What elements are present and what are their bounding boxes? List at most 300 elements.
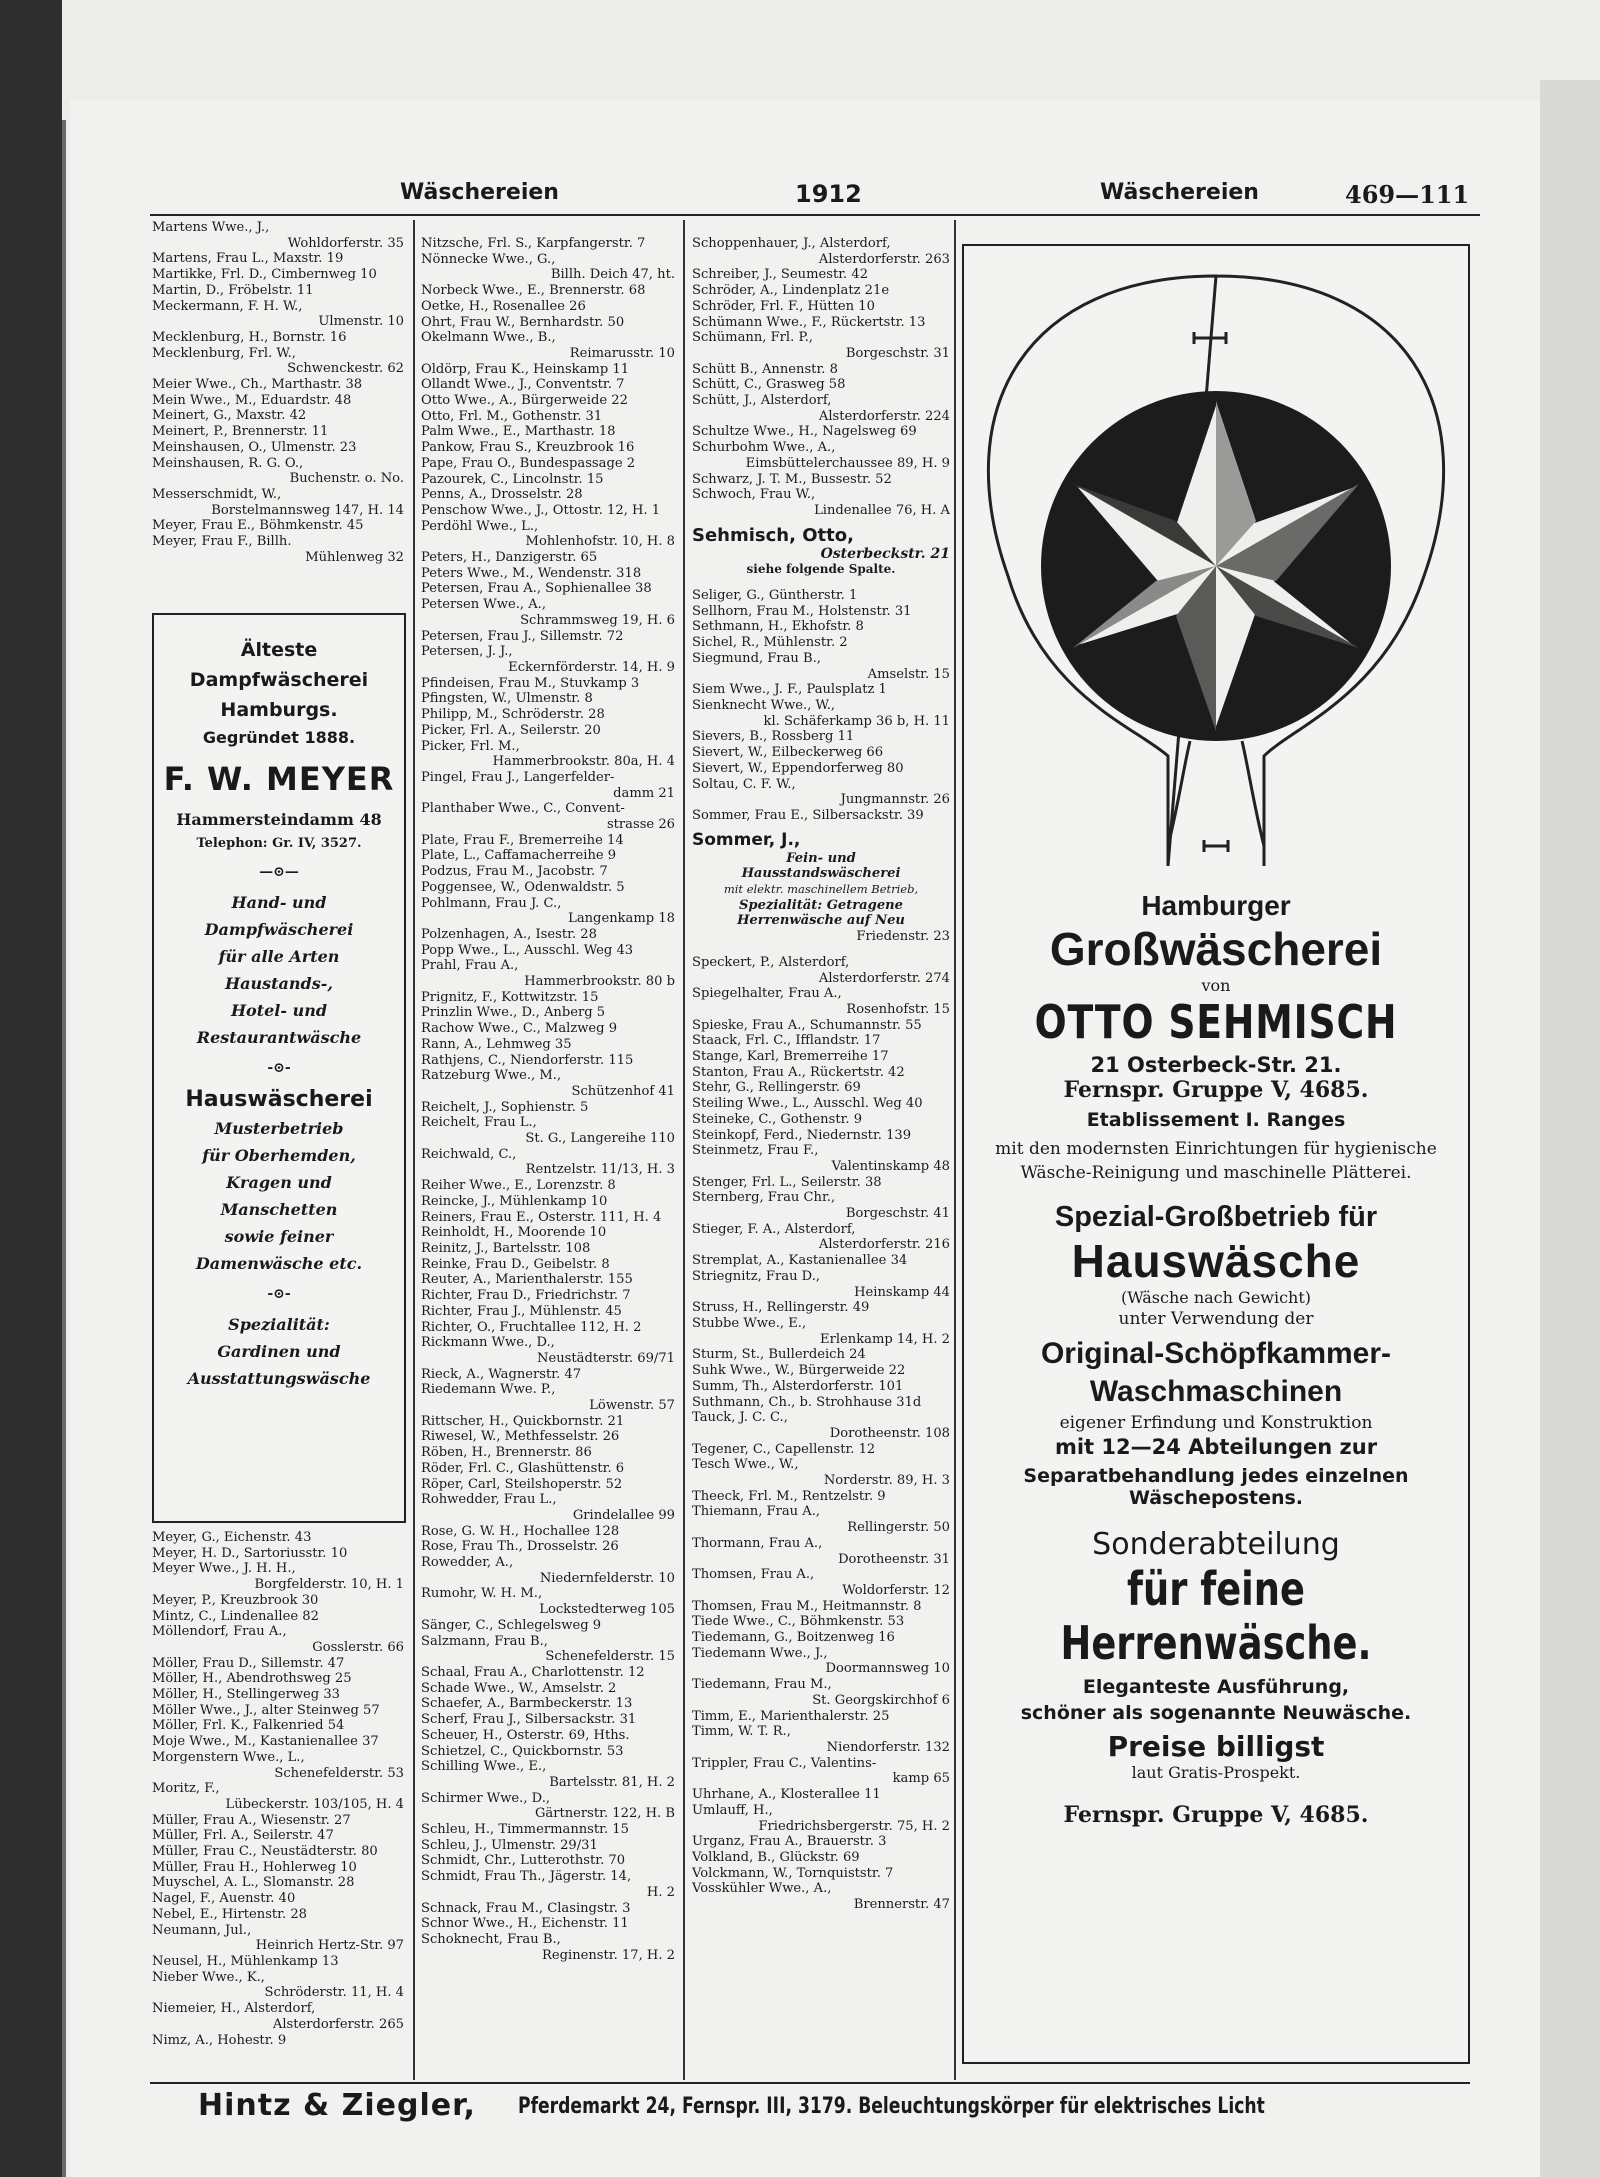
listing-entry: Schwoch, Frau W., xyxy=(692,487,816,503)
listing-entry-continuation: Doormannsweg 10 xyxy=(825,1661,950,1677)
listing-entry: Peters Wwe., M., Wendenstr. 318 xyxy=(421,565,642,581)
listing-entry: Plate, L., Caffamacherreihe 9 xyxy=(421,848,617,864)
page-number: 469—111 xyxy=(1345,180,1470,209)
listing-entry: Schmidt, Frau Th., Jägerstr. 14, xyxy=(421,1869,632,1885)
listing-entry: Möller, Frl. K., Falkenried 54 xyxy=(152,1718,345,1734)
listing-entry: Stremplat, A., Kastanienallee 34 xyxy=(692,1253,908,1269)
listing-entry-continuation: Jungmannstr. 26 xyxy=(840,792,950,808)
listing-entry-continuation: Eimsbüttelerchaussee 89, H. 9 xyxy=(745,455,950,471)
listing-entry-continuation: Grindelallee 99 xyxy=(572,1507,675,1523)
listing-entry-continuation: Löwenstr. 57 xyxy=(589,1398,675,1414)
listing-entry: Timm, W. T. R., xyxy=(692,1724,791,1740)
listing-entry: Möller, Frau D., Sillemstr. 47 xyxy=(152,1655,345,1671)
listing-entry: Meinert, G., Maxstr. 42 xyxy=(152,408,307,424)
listing-entry: Spiegelhalter, Frau A., xyxy=(692,986,842,1002)
listing-entry: Rathjens, C., Niendorferstr. 115 xyxy=(421,1052,634,1068)
listing-entry: Riedemann Wwe. P., xyxy=(421,1382,556,1398)
listing-entry: Meckermann, F. H. W., xyxy=(152,298,303,314)
listing-entry: Poggensee, W., Odenwaldstr. 5 xyxy=(421,879,625,895)
ad-line: Ausstattungswäsche xyxy=(187,1369,371,1388)
listing-entry-continuation: Lockstedterweg 105 xyxy=(539,1602,675,1618)
listing-entry: Niemeier, H., Alsterdorf, xyxy=(152,2001,316,2017)
listing-entry: Tiede Wwe., C., Böhmkenstr. 53 xyxy=(692,1614,905,1630)
sehmisch-entry xyxy=(692,525,950,578)
listing-entry: Popp Wwe., L., Ausschl. Weg 43 xyxy=(421,942,634,958)
listing-entry: Rann, A., Lehmweg 35 xyxy=(421,1036,572,1052)
ad-line: Sonderabteilung xyxy=(1092,1527,1340,1562)
listing-entry-continuation: damm 21 xyxy=(613,785,675,801)
listing-entry: Umlauff, H., xyxy=(692,1802,773,1818)
listing-entry: Sethmann, H., Ekhofstr. 8 xyxy=(692,619,864,635)
listing-entry-continuation: Bartelsstr. 81, H. 2 xyxy=(549,1774,675,1790)
listing-entry-continuation: Alsterdorferstr. 216 xyxy=(818,1237,950,1253)
page-header xyxy=(150,180,1480,216)
listing-entry: Müller, Frau C., Neustädterstr. 80 xyxy=(152,1844,378,1860)
listing-entry-continuation: Borgeschstr. 31 xyxy=(845,345,950,361)
listing-entry: Tiedemann, Frau M., xyxy=(692,1677,832,1693)
listing-entry: Prinzlin Wwe., D., Anberg 5 xyxy=(421,1005,606,1021)
listing-entry-continuation: kamp 65 xyxy=(892,1771,950,1787)
scan-page-edge xyxy=(1540,80,1600,2177)
ad-line: sowie feiner xyxy=(224,1227,334,1246)
listing-entry-continuation: Eckernförderstr. 14, H. 9 xyxy=(508,659,675,675)
ad-line: Musterbetrieb xyxy=(214,1119,344,1138)
listing-entry: Möller, H., Abendrothsweg 25 xyxy=(152,1671,352,1687)
listing-entry: Thiemann, Frau A., xyxy=(692,1504,821,1520)
listing-entry: Struss, H., Rellingerstr. 49 xyxy=(692,1300,870,1316)
listing-entry: Rittscher, H., Quickbornstr. 21 xyxy=(421,1413,625,1429)
listing-entry: Staack, Frl. C., Ifflandstr. 17 xyxy=(692,1033,881,1049)
listing-entry: Penschow Wwe., J., Ottostr. 12, H. 1 xyxy=(421,502,661,518)
scan-binding-gutter xyxy=(0,0,62,2177)
listing-entry: Röper, Carl, Steilshoperstr. 52 xyxy=(421,1476,623,1492)
listing-entry: Rickmann Wwe., D., xyxy=(421,1335,555,1351)
listing-entry: Salzmann, Frau B., xyxy=(421,1633,548,1649)
listing-entry: Meyer, Frau E., Böhmkenstr. 45 xyxy=(152,518,364,534)
listing-entry: Meyer, Frau F., Billh. xyxy=(152,534,292,550)
listing-entry: Pfingsten, W., Ulmenstr. 8 xyxy=(421,691,593,707)
listing-entry-continuation: Schröderstr. 11, H. 4 xyxy=(264,1985,404,2001)
listing-entry: Pankow, Frau S., Kreuzbrook 16 xyxy=(421,440,635,456)
listing-entry: Meyer, G., Eichenstr. 43 xyxy=(152,1530,312,1545)
listing-entry-continuation: Lindenallee 76, H. A xyxy=(814,502,950,518)
listing-entry: Thomsen, Frau M., Heitmannstr. 8 xyxy=(692,1598,922,1614)
listing-entry: Schütt, J., Alsterdorf, xyxy=(692,393,832,409)
listing-entry: Moje Wwe., M., Kastanienallee 37 xyxy=(152,1734,379,1750)
listing-entry: Scheuer, H., Osterstr. 69, Hths. xyxy=(421,1727,630,1743)
listing-entry: Plate, Frau F., Bremerreihe 14 xyxy=(421,832,624,848)
ad-line: Original-Schöpfkammer- xyxy=(1040,1337,1392,1370)
listing-entry: Norbeck Wwe., E., Brennerstr. 68 xyxy=(421,283,646,299)
listing-entry-continuation: Heinskamp 44 xyxy=(854,1284,950,1300)
footer-advertisement xyxy=(150,2082,1470,2124)
entry-street: Osterbeckstr. 21 xyxy=(820,545,950,562)
ad-line: Hotel- und xyxy=(230,1001,328,1020)
ad-line: Waschmaschinen xyxy=(1089,1375,1343,1408)
listing-entry-continuation: Neustädterstr. 69/71 xyxy=(537,1350,675,1366)
ad-line: Separatbehandlung jedes einzelnen xyxy=(1023,1465,1409,1487)
ad-line: mit den modernsten Einrichtungen für hygienische xyxy=(995,1139,1437,1159)
listing-entry-continuation: Mohlenhofstr. 10, H. 8 xyxy=(525,534,675,550)
listing-entry: Nieber Wwe., K., xyxy=(152,1969,265,1985)
listing-entry-continuation: Gärtnerstr. 122, H. B xyxy=(534,1806,675,1822)
ad-line: Spezial-Großbetrieb für xyxy=(1054,1201,1378,1233)
listing-entry: Sievers, B., Rossberg 11 xyxy=(692,729,855,745)
listing-entry: Schröder, A., Lindenplatz 21e xyxy=(692,283,890,299)
listing-entry: Reichelt, Frau L., xyxy=(421,1115,537,1131)
listing-entry: Sänger, C., Schlegelsweg 9 xyxy=(421,1617,602,1633)
header-right-title: Wäschereien xyxy=(1100,180,1259,205)
listing-entry: Petersen, Frau J., Sillemstr. 72 xyxy=(421,628,624,644)
listing-entry: Siem Wwe., J. F., Paulsplatz 1 xyxy=(692,682,887,698)
listing-entry: Reichwald, C., xyxy=(421,1146,517,1162)
listing-entry: Soltau, C. F. W., xyxy=(692,776,796,792)
ad-line: mit 12—24 Abteilungen zur xyxy=(1054,1435,1378,1459)
listing-entry: Nitzsche, Frl. S., Karpfangerstr. 7 xyxy=(421,236,646,251)
sommer-entry xyxy=(692,830,950,945)
listing-entry: Martin, D., Fröbelstr. 11 xyxy=(152,282,314,298)
listing-entry: Prahl, Frau A., xyxy=(421,958,519,974)
listing-entry: Meyer, H. D., Sartoriusstr. 10 xyxy=(152,1545,348,1561)
entry-name: Sommer, J., xyxy=(692,829,801,850)
listing-entry: Ohrt, Frau W., Bernhardstr. 50 xyxy=(421,314,625,330)
listing-entry-continuation: Alsterdorferstr. 263 xyxy=(818,251,950,267)
listing-entry: Schultze Wwe., H., Nagelsweg 69 xyxy=(692,424,917,440)
listing-entry: Podzus, Frau M., Jacobstr. 7 xyxy=(421,864,608,880)
ad-line: Dampfwäscherei xyxy=(204,920,354,939)
ad-line: unter Verwendung der xyxy=(1118,1309,1314,1329)
listing-entry: Martikke, Frl. D., Cimbernweg 10 xyxy=(152,267,377,283)
listing-entry-continuation: Hammerbrookstr. 80 b xyxy=(524,974,675,990)
listing-entry: Palm Wwe., E., Marthastr. 18 xyxy=(421,424,616,440)
ad-company-name: F. W. MEYER xyxy=(163,760,395,798)
listing-entry-continuation: Schwenckestr. 62 xyxy=(287,361,404,377)
listing-entry: Spieske, Frau A., Schumannstr. 55 xyxy=(692,1017,922,1033)
listing-entry: Schütt B., Annenstr. 8 xyxy=(692,361,838,377)
listing-entry: Moritz, F., xyxy=(152,1781,220,1797)
listing-entry: Schaal, Frau A., Charlottenstr. 12 xyxy=(421,1664,645,1680)
listing-entry-continuation: Rosenhofstr. 15 xyxy=(846,1001,950,1017)
entry-line: Spezialität: Getragene xyxy=(738,897,904,913)
listing-entry: Tegener, C., Capellenstr. 12 xyxy=(692,1441,876,1457)
listing-entry: Morgenstern Wwe., L., xyxy=(152,1749,305,1765)
listing-entry: Müller, Frau A., Wiesenstr. 27 xyxy=(152,1812,351,1828)
listing-entry: Schade Wwe., W., Amselstr. 2 xyxy=(421,1680,617,1696)
listing-entry: Oetke, H., Rosenallee 26 xyxy=(421,298,586,314)
column-1-bottom-listing xyxy=(152,1530,404,2048)
listing-entry: Picker, Frl. M., xyxy=(421,738,520,754)
listing-entry: Steineke, C., Gothenstr. 9 xyxy=(692,1111,863,1127)
listing-entry-continuation: Schenefelderstr. 53 xyxy=(274,1765,404,1781)
listing-entry: Steinkopf, Ferd., Niedernstr. 139 xyxy=(692,1127,912,1143)
listing-entry: Müller, Frau H., Hohlerweg 10 xyxy=(152,1859,357,1875)
listing-entry: Stange, Karl, Bremerreihe 17 xyxy=(692,1049,889,1065)
ad-headline: Hauswäsche xyxy=(1071,1235,1361,1287)
listing-entry: Röder, Frl. C., Glashüttenstr. 6 xyxy=(421,1460,625,1476)
listing-entry-continuation: Alsterdorferstr. 224 xyxy=(818,408,950,424)
listing-entry-continuation: Gosslerstr. 66 xyxy=(312,1639,404,1655)
ad-line: Gardinen und xyxy=(217,1342,341,1361)
listing-entry: Stenger, Frl. L., Seilerstr. 38 xyxy=(692,1174,882,1190)
listing-entry-continuation: Erlenkamp 14, H. 2 xyxy=(820,1331,950,1347)
listing-entry-continuation: kl. Schäferkamp 36 b, H. 11 xyxy=(763,713,950,729)
listing-entry: Thormann, Frau A., xyxy=(692,1535,823,1551)
listing-entry: Messerschmidt, W., xyxy=(152,486,282,502)
listing-entry: Pfindeisen, Frau M., Stuvkamp 3 xyxy=(421,675,640,691)
listing-entry: Tiedemann Wwe., J., xyxy=(692,1645,828,1661)
ad-line: Eleganteste Ausführung, xyxy=(1082,1676,1350,1698)
footer-text: Pferdemarkt 24, Fernspr. III, 3179. Beleuchtungskörper für elektrisches Licht xyxy=(518,2094,1265,2119)
ad-line: Hamburger xyxy=(1141,890,1291,921)
listing-entry: Neumann, Jul., xyxy=(152,1922,252,1938)
ad-line: Etablissement I. Ranges xyxy=(1086,1109,1346,1131)
listing-entry-continuation: Schrammsweg 19, H. 6 xyxy=(520,612,675,628)
ad-line: Wäsche-Reinigung und maschinelle Plätterei. xyxy=(1020,1163,1412,1183)
footer-company: Hintz & Ziegler, xyxy=(198,2088,476,2123)
listing-entry: Planthaber Wwe., C., Convent- xyxy=(421,801,625,817)
listing-entry-continuation: Rentzelstr. 11/13, H. 3 xyxy=(525,1162,675,1178)
listing-entry: Schaefer, A., Barmbeckerstr. 13 xyxy=(421,1696,633,1712)
listing-entry: Martens Wwe., J., xyxy=(152,220,270,235)
listing-entry-continuation: Ulmenstr. 10 xyxy=(318,314,404,330)
listing-entry-continuation: Norderstr. 89, H. 3 xyxy=(823,1473,950,1489)
listing-entry: Reincke, J., Mühlenkamp 10 xyxy=(421,1193,608,1209)
listing-entry: Oldörp, Frau K., Heinskamp 11 xyxy=(421,361,630,377)
listing-entry: Sturm, St., Bullerdeich 24 xyxy=(692,1347,866,1363)
ornament-icon: -⊙- xyxy=(267,1060,291,1076)
column-1-top-listing xyxy=(152,220,404,565)
listing-entry: Schietzel, C., Quickbornstr. 53 xyxy=(421,1743,624,1759)
listing-entry: Stehr, G., Rellingerstr. 69 xyxy=(692,1080,861,1096)
listing-entry: Sellhorn, Frau M., Holstenstr. 31 xyxy=(692,603,912,619)
listing-entry: Nebel, E., Hirtenstr. 28 xyxy=(152,1906,307,1922)
listing-entry: Sommer, Frau E., Silbersackstr. 39 xyxy=(692,807,924,823)
listing-entry-continuation: Schützenhof 41 xyxy=(571,1083,675,1099)
ad-line: Kragen und xyxy=(226,1173,332,1192)
listing-entry: Tauck, J. C. C., xyxy=(692,1410,788,1426)
listing-entry: Stanton, Frau A., Rückertstr. 42 xyxy=(692,1064,905,1080)
sehmisch-advertisement xyxy=(962,244,1470,2064)
listing-entry-continuation: Brennerstr. 47 xyxy=(853,1897,950,1913)
listing-entry: Reiher Wwe., E., Lorenzstr. 8 xyxy=(421,1178,616,1194)
listing-entry: Nimz, A., Hohestr. 9 xyxy=(152,2032,287,2048)
listing-entry: Schnack, Frau M., Clasingstr. 3 xyxy=(421,1900,631,1916)
listing-entry-continuation: Mühlenweg 32 xyxy=(305,549,404,565)
listing-entry: Reinholdt, H., Moorende 10 xyxy=(421,1225,607,1241)
ornament-icon: -⊙- xyxy=(267,1286,291,1302)
listing-entry: Petersen, J. J., xyxy=(421,644,513,660)
listing-entry: Rose, G. W. H., Hochallee 128 xyxy=(421,1523,620,1539)
ad-line: Damenwäsche etc. xyxy=(195,1254,363,1273)
listing-entry: Summ, Th., Alsterdorferstr. 101 xyxy=(692,1378,904,1394)
listing-entry-continuation: strasse 26 xyxy=(606,817,675,833)
listing-entry-continuation: Niedernfelderstr. 10 xyxy=(539,1570,675,1586)
ad-line: Spezialität: xyxy=(228,1315,330,1334)
ad-line: laut Gratis-Prospekt. xyxy=(1131,1763,1301,1782)
ad-line: für alle Arten xyxy=(218,947,340,966)
listing-entry-continuation: Alsterdorferstr. 265 xyxy=(272,2016,404,2032)
listing-entry: Timm, E., Marienthalerstr. 25 xyxy=(692,1708,890,1724)
listing-entry: Röben, H., Brennerstr. 86 xyxy=(421,1445,592,1461)
listing-entry: Reinke, Frau D., Geibelstr. 8 xyxy=(421,1256,610,1272)
listing-entry: Rumohr, W. H. M., xyxy=(421,1586,543,1602)
ad-address: Hammersteindamm 48 xyxy=(176,810,382,829)
ad-headline: Großwäscherei xyxy=(1049,923,1383,975)
listing-entry-continuation: Wohldorferstr. 35 xyxy=(287,235,404,251)
listing-entry: Peters, H., Danzigerstr. 65 xyxy=(421,550,598,566)
listing-entry: Theeck, Frl. M., Rentzelstr. 9 xyxy=(692,1488,886,1504)
listing-entry: Meinshausen, O., Ulmenstr. 23 xyxy=(152,439,357,455)
listing-entry: Richter, Frau J., Mühlenstr. 45 xyxy=(421,1303,622,1319)
ad-line: Preise billigst xyxy=(1107,1730,1325,1763)
listing-entry: Perdöhl Wwe., L., xyxy=(421,518,539,534)
ad-line: Wäschepostens. xyxy=(1128,1487,1304,1509)
listing-entry-continuation: Amselstr. 15 xyxy=(867,666,950,682)
listing-entry-continuation: Friedrichsbergerstr. 75, H. 2 xyxy=(758,1818,950,1834)
listing-entry: Trippler, Frau C., Valentins- xyxy=(692,1755,877,1771)
ad-line: (Wäsche nach Gewicht) xyxy=(1120,1288,1312,1307)
listing-entry-continuation: H. 2 xyxy=(646,1884,675,1900)
listing-entry-continuation: Billh. Deich 47, ht. xyxy=(550,267,675,283)
entry-line: Herrenwäsche auf Neu xyxy=(737,913,905,929)
listing-entry: Petersen, Frau A., Sophienallee 38 xyxy=(421,581,652,597)
listing-entry: Nönnecke Wwe., G., xyxy=(421,251,556,267)
listing-entry-continuation: Alsterdorferstr. 274 xyxy=(818,970,950,986)
ad-line: für Oberhemden, xyxy=(202,1146,356,1165)
listing-entry-continuation: Hammerbrookstr. 80a, H. 4 xyxy=(492,754,675,770)
header-year: 1912 xyxy=(795,180,862,208)
listing-entry: Martens, Frau L., Maxstr. 19 xyxy=(152,251,344,267)
listing-entry: Richter, O., Fruchtallee 112, H. 2 xyxy=(421,1319,642,1335)
binding-line xyxy=(62,120,66,2177)
listing-entry: Schnor Wwe., H., Eichenstr. 11 xyxy=(421,1916,629,1932)
listing-entry: Siegmund, Frau B., xyxy=(692,650,821,666)
listing-entry: Schütt, C., Grasweg 58 xyxy=(692,377,846,393)
listing-entry: Reiners, Frau E., Osterstr. 111, H. 4 xyxy=(421,1209,662,1225)
listing-entry: Schoknecht, Frau B., xyxy=(421,1931,561,1947)
ad-address: 21 Osterbeck-Str. 21. xyxy=(1090,1053,1342,1077)
listing-entry: Sievert, W., Eppendorferweg 80 xyxy=(692,760,904,776)
listing-entry: Schilling Wwe., E., xyxy=(421,1759,547,1775)
listing-entry: Sienknecht Wwe., W., xyxy=(692,697,836,713)
listing-entry: Müller, Frl. A., Seilerstr. 47 xyxy=(152,1828,334,1844)
listing-entry: Rachow Wwe., C., Malzweg 9 xyxy=(421,1021,618,1037)
listing-entry: Pape, Frau O., Bundespassage 2 xyxy=(421,455,636,471)
listing-entry: Steiling Wwe., L., Ausschl. Weg 40 xyxy=(692,1096,923,1112)
listing-entry: Ollandt Wwe., J., Conventstr. 7 xyxy=(421,377,625,393)
listing-entry-continuation: Lübeckerstr. 103/105, H. 4 xyxy=(225,1796,404,1812)
column-divider xyxy=(413,220,415,2080)
star-emblem-icon xyxy=(964,246,1468,866)
listing-entry: Tesch Wwe., W., xyxy=(692,1457,799,1473)
listing-entry: Schröder, Frl. F., Hütten 10 xyxy=(692,298,875,314)
listing-entry: Suhk Wwe., W., Bürgerweide 22 xyxy=(692,1363,906,1379)
listing-entry: Sichel, R., Mühlenstr. 2 xyxy=(692,635,848,651)
listing-entry: Reuter, A., Marienthalerstr. 155 xyxy=(421,1272,633,1288)
listing-entry-continuation: Reginenstr. 17, H. 2 xyxy=(542,1947,675,1963)
listing-entry: Vosskühler Wwe., A., xyxy=(692,1881,832,1897)
entry-line: Hausstandswäscherei xyxy=(741,866,901,882)
listing-entry: Reinitz, J., Bartelsstr. 108 xyxy=(421,1241,591,1256)
listing-entry: Seliger, G., Güntherstr. 1 xyxy=(692,588,858,604)
listing-entry: Muyschel, A. L., Slomanstr. 28 xyxy=(152,1875,355,1891)
listing-entry: Schoppenhauer, J., Alsterdorf, xyxy=(692,236,891,251)
ad-line: Älteste xyxy=(240,639,318,661)
listing-entry: Mintz, C., Lindenallee 82 xyxy=(152,1608,319,1624)
listing-entry: Schirmer Wwe., D., xyxy=(421,1790,551,1806)
listing-entry: Riwesel, W., Methfesselstr. 26 xyxy=(421,1429,620,1445)
listing-entry-continuation: Dorotheenstr. 31 xyxy=(838,1551,950,1567)
listing-entry: Schreiber, J., Seumestr. 42 xyxy=(692,267,869,283)
listing-entry: Meinshausen, R. G. O., xyxy=(152,455,304,471)
ad-line: Haustands-, xyxy=(225,974,333,993)
entry-line: mit elektr. maschinellem Betrieb, xyxy=(723,882,919,897)
listing-entry-continuation: Dorotheenstr. 108 xyxy=(829,1425,950,1441)
listing-entry: Stubbe Wwe., E., xyxy=(692,1316,807,1331)
listing-entry: Schwarz, J. T. M., Bussestr. 52 xyxy=(692,471,892,487)
listing-entry: Otto, Frl. M., Gothenstr. 31 xyxy=(421,408,603,424)
listing-entry: Suthmann, Ch., b. Strohhause 31d xyxy=(692,1394,922,1410)
ad-line: von xyxy=(1201,976,1231,995)
listing-entry: Mecklenburg, H., Bornstr. 16 xyxy=(152,329,347,345)
ad-phone: Fernspr. Gruppe V, 4685. xyxy=(1063,1077,1369,1103)
listing-entry: Speckert, P., Alsterdorf, xyxy=(692,954,850,970)
listing-entry: Meier Wwe., Ch., Marthastr. 38 xyxy=(152,377,363,393)
listing-entry: Pingel, Frau J., Langerfelder- xyxy=(421,769,615,785)
ad-headline: für feine Herrenwäsche. xyxy=(1060,1562,1372,1670)
listing-entry: Striegnitz, Frau D., xyxy=(692,1268,821,1284)
listing-entry-continuation: Rellingerstr. 50 xyxy=(847,1520,950,1536)
listing-entry: Möllendorf, Frau A., xyxy=(152,1624,287,1640)
listing-entry: Picker, Frl. A., Seilerstr. 20 xyxy=(421,722,601,738)
listing-entry: Möller Wwe., J., alter Steinweg 57 xyxy=(152,1702,380,1718)
listing-entry: Meinert, P., Brennerstr. 11 xyxy=(152,424,329,440)
listing-entry-continuation: Borgeschstr. 41 xyxy=(845,1206,950,1222)
listing-entry: Mecklenburg, Frl. W., xyxy=(152,345,296,361)
listing-entry: Pazourek, C., Lincolnstr. 15 xyxy=(421,471,604,487)
listing-entry: Meyer Wwe., J. H. H., xyxy=(152,1561,296,1577)
ad-phone: Telephon: Gr. IV, 3527. xyxy=(196,836,362,851)
ad-line: Restaurantwäsche xyxy=(196,1028,362,1047)
listing-entry: Möller, H., Stellingerweg 33 xyxy=(152,1687,340,1703)
listing-entry-continuation: St. G., Langereihe 110 xyxy=(525,1131,675,1147)
listing-entry: Volkland, B., Glückstr. 69 xyxy=(692,1849,860,1865)
column-3-listing xyxy=(692,236,950,1913)
listing-entry: Schurbohm Wwe., A., xyxy=(692,440,836,456)
ad-line: schöner als sogenannte Neuwäsche. xyxy=(1020,1702,1412,1724)
entry-line: Fein- und xyxy=(786,850,856,866)
listing-entry: Richter, Frau D., Friedrichstr. 7 xyxy=(421,1288,631,1304)
listing-entry: Ratzeburg Wwe., M., xyxy=(421,1068,562,1084)
listing-entry: Schleu, J., Ulmenstr. 29/31 xyxy=(421,1837,598,1853)
listing-entry-continuation: Woldorferstr. 12 xyxy=(842,1582,950,1598)
column-divider xyxy=(683,220,685,2080)
listing-entry-continuation: Borgfelderstr. 10, H. 1 xyxy=(254,1577,404,1593)
listing-entry-continuation: Langenkamp 18 xyxy=(568,911,675,927)
listing-entry: Stieger, F. A., Alsterdorf, xyxy=(692,1221,856,1237)
listing-entry-continuation: St. Georgskirchhof 6 xyxy=(812,1692,950,1708)
listing-entry: Reichelt, J., Sophienstr. 5 xyxy=(421,1099,589,1115)
entry-note: siehe folgende Spalte. xyxy=(746,562,896,577)
listing-entry: Polzenhagen, A., Isestr. 28 xyxy=(421,926,597,942)
listing-entry-continuation: Buchenstr. o. No. xyxy=(289,471,404,487)
ad-line: Hand- und xyxy=(231,893,327,912)
listing-entry: Meyer, P., Kreuzbrook 30 xyxy=(152,1592,319,1608)
listing-entry: Rowedder, A., xyxy=(421,1555,514,1571)
listing-entry: Sternberg, Frau Chr., xyxy=(692,1190,836,1206)
listing-entry: Pohlmann, Frau J. C., xyxy=(421,895,562,911)
listing-entry-continuation: Niendorferstr. 132 xyxy=(826,1739,950,1755)
